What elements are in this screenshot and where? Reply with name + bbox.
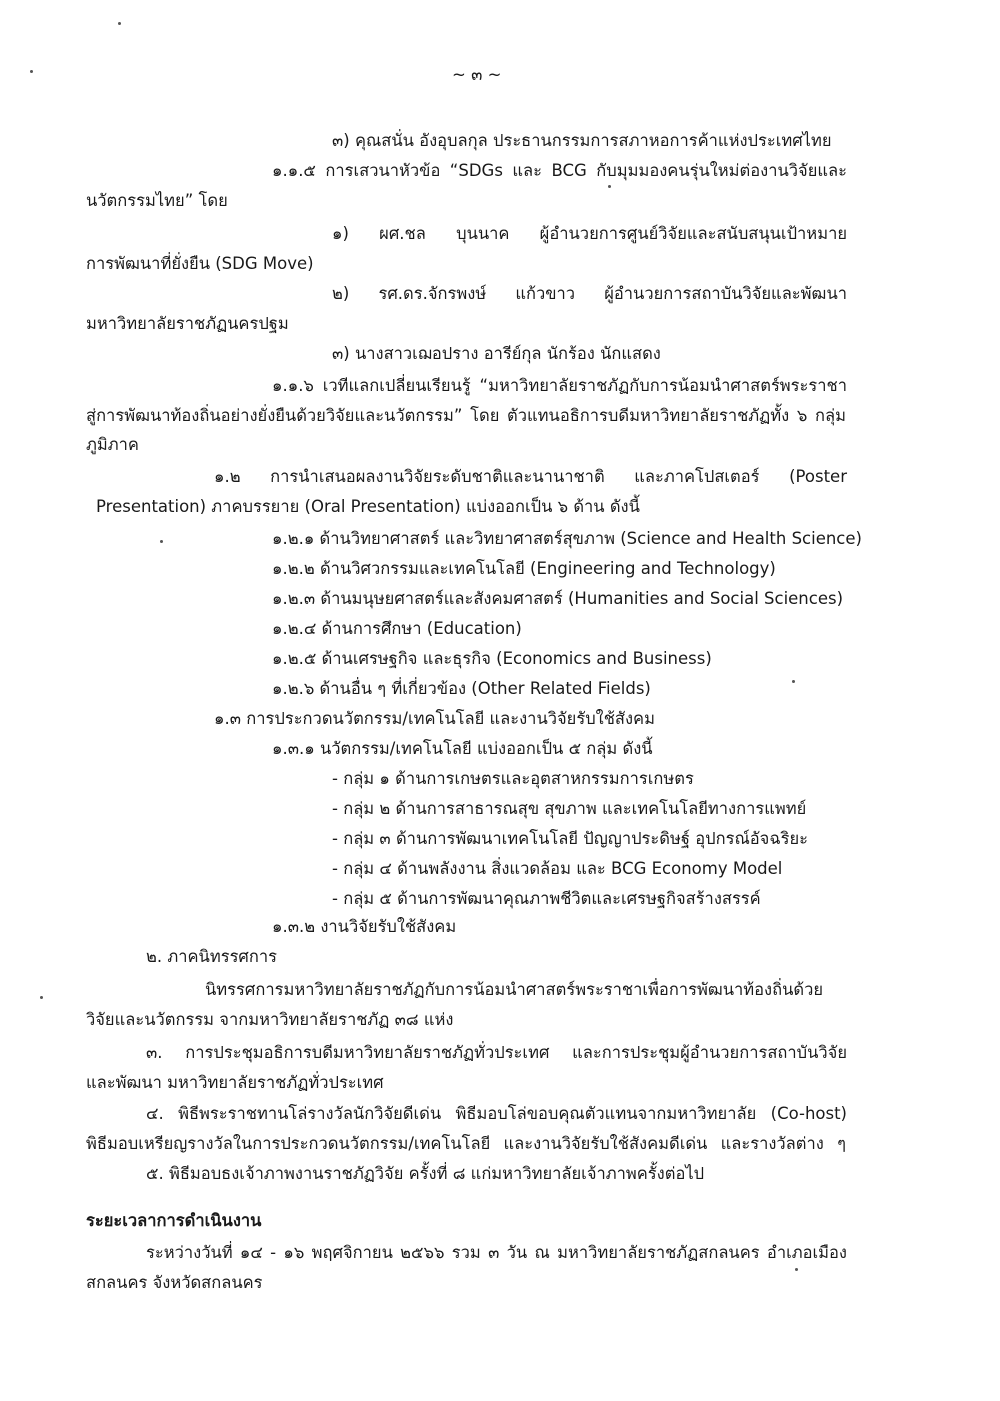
text-line: ๓. การประชุมอธิการบดีมหาวิทยาลัยราชภัฏทั่วประเทศ และการประชุมผู้อำนวยการสถาบันวิจัย <box>146 1043 847 1062</box>
text-line: และพัฒนา มหาวิทยาลัยราชภัฏทั่วประเทศ <box>86 1073 384 1092</box>
text-line: Presentation) ภาคบรรยาย (Oral Presentation) แบ่งออกเป็น ๖ ด้าน ดังนี้ <box>96 497 640 516</box>
text-line: ๔. พิธีพระราชทานโล่รางวัลนักวิจัยดีเด่น พิธีมอบโล่ขอบคุณตัวแทนจากมหาวิทยาลัย (Co-host) <box>146 1104 847 1123</box>
list-item: - กลุ่ม ๒ ด้านการสาธารณสุข สุขภาพ และเทคโนโลยีทางการแพทย์ <box>332 799 807 818</box>
scan-speck <box>795 1268 798 1271</box>
list-item: - กลุ่ม ๑ ด้านการเกษตรและอุตสาหกรรมการเกษตร <box>332 769 694 788</box>
text-line: ๒) รศ.ดร.จักรพงษ์ แก้วขาว ผู้อำนวยการสถาบันวิจัยและพัฒนา <box>332 284 847 303</box>
text-line: ๑.๑.๕ การเสวนาหัวข้อ “SDGs และ BCG กับมุมมองคนรุ่นใหม่ต่องานวิจัยและ <box>272 161 847 180</box>
text-line: ๑.๒.๕ ด้านเศรษฐกิจ และธุรกิจ (Economics and Business) <box>272 649 712 668</box>
text-line: ๑.๒.๓ ด้านมนุษยศาสตร์และสังคมศาสตร์ (Humanities and Social Sciences) <box>272 589 844 608</box>
scan-speck <box>30 70 33 73</box>
list-item: - กลุ่ม ๕ ด้านการพัฒนาคุณภาพชีวิตและเศรษฐกิจสร้างสรรค์ <box>332 889 761 908</box>
text-line: ๑) ผศ.ชล บุนนาค ผู้อำนวยการศูนย์วิจัยและสนับสนุนเป้าหมาย <box>332 224 847 243</box>
text-line: ๑.๒.๔ ด้านการศึกษา (Education) <box>272 619 522 638</box>
scan-speck <box>608 185 611 188</box>
scan-speck <box>160 540 163 543</box>
list-item: - กลุ่ม ๓ ด้านการพัฒนาเทคโนโลยี ปัญญาประดิษฐ์ อุปกรณ์อัจฉริยะ <box>332 829 808 848</box>
text-line: ๑.๒.๖ ด้านอื่น ๆ ที่เกี่ยวข้อง (Other Related Fields) <box>272 679 651 698</box>
text-line: วิจัยและนวัตกรรม จากมหาวิทยาลัยราชภัฏ ๓๘ แห่ง <box>86 1010 454 1029</box>
text-line: ๑.๒ การนำเสนอผลงานวิจัยระดับชาติและนานาชาติ และภาคโปสเตอร์ (Poster <box>214 467 847 486</box>
text-line: การพัฒนาที่ยั่งยืน (SDG Move) <box>86 254 314 273</box>
scan-speck <box>118 22 121 25</box>
list-item: - กลุ่ม ๔ ด้านพลังงาน สิ่งแวดล้อม และ BCG Economy Model <box>332 859 783 878</box>
text-line: ๑.๓.๑ นวัตกรรม/เทคโนโลยี แบ่งออกเป็น ๕ กลุ่ม ดังนี้ <box>272 739 653 758</box>
text-line: ๑.๓ การประกวดนวัตกรรม/เทคโนโลยี และงานวิจัยรับใช้สังคม <box>214 709 655 728</box>
section-heading: ระยะเวลาการดำเนินงาน <box>86 1211 262 1230</box>
text-line: สู่การพัฒนาท้องถิ่นอย่างยั่งยืนด้วยวิจัยและนวัตกรรม” โดย ตัวแทนอธิการบดีมหาวิทยาลัยราชภัฏทั้ง ๖ กลุ่ม <box>86 406 846 425</box>
text-line: ๑.๒.๑ ด้านวิทยาศาสตร์ และวิทยาศาสตร์สุขภาพ (Science and Health Science) <box>272 529 862 548</box>
text-line: ๑.๓.๒ งานวิจัยรับใช้สังคม <box>272 917 457 936</box>
scan-speck <box>40 996 43 999</box>
text-line: ๑.๑.๖ เวทีแลกเปลี่ยนเรียนรู้ “มหาวิทยาลัยราชภัฏกับการน้อมนำศาสตร์พระราชา <box>272 376 847 395</box>
scan-speck <box>792 680 795 683</box>
section-heading: ๒. ภาคนิทรรศการ <box>146 947 278 966</box>
text-line: นวัตกรรมไทย” โดย <box>86 191 228 210</box>
text-line: สกลนคร จังหวัดสกลนคร <box>86 1273 263 1292</box>
text-line: ระหว่างวันที่ ๑๔ - ๑๖ พฤศจิกายน ๒๕๖๖ รวม ๓ วัน ณ มหาวิทยาลัยราชภัฏสกลนคร อำเภอเมือง <box>146 1243 847 1262</box>
text-line: นิทรรศการมหาวิทยาลัยราชภัฏกับการน้อมนำศาสตร์พระราชาเพื่อการพัฒนาท้องถิ่นด้วย <box>205 980 824 999</box>
text-line: ๑.๒.๒ ด้านวิศวกรรมและเทคโนโลยี (Engineering and Technology) <box>272 559 776 578</box>
text-line: ๓) นางสาวเฌอปราง อารีย์กุล นักร้อง นักแสดง <box>332 344 661 363</box>
page-number: ~ ๓ ~ <box>452 65 502 84</box>
text-line: พิธีมอบเหรียญรางวัลในการประกวดนวัตกรรม/เทคโนโลยี และงานวิจัยรับใช้สังคมดีเด่น และรางวัลต่าง ๆ <box>86 1134 846 1153</box>
text-line: มหาวิทยาลัยราชภัฏนครปฐม <box>86 314 289 333</box>
text-line: ภูมิภาค <box>86 435 139 454</box>
text-line: ๓) คุณสนั่น อังอุบลกุล ประธานกรรมการสภาหอการค้าแห่งประเทศไทย <box>332 131 832 150</box>
text-line: ๕. พิธีมอบธงเจ้าภาพงานราชภัฏวิจัย ครั้งที่ ๘ แก่มหาวิทยาลัยเจ้าภาพครั้งต่อไป <box>146 1164 705 1183</box>
